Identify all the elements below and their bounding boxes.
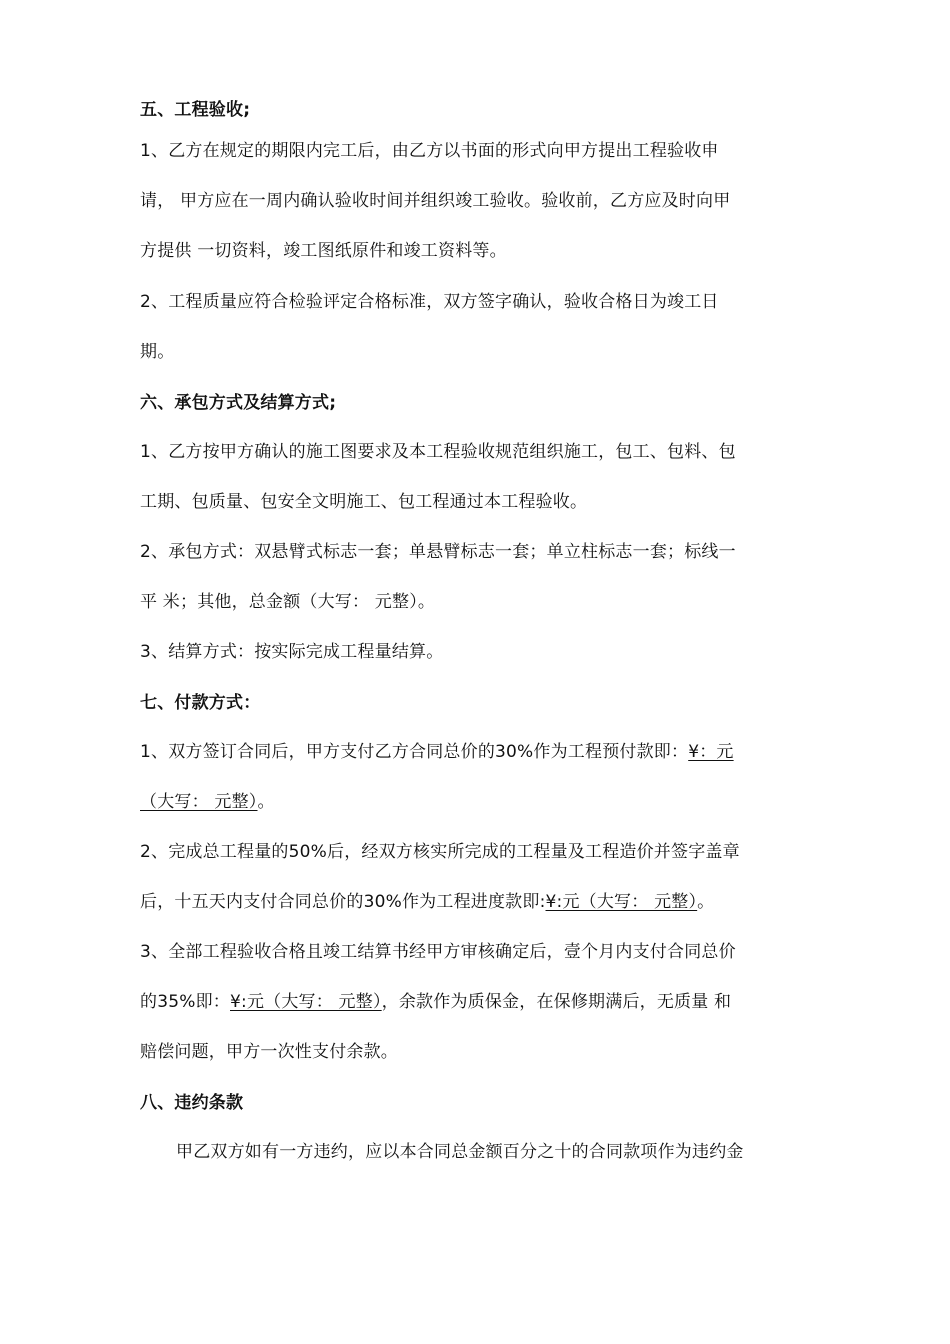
section-7-item-3-amount-blank: ¥:元（大写： 元整） <box>230 992 382 1012</box>
section-6-item-2-line-2: 平 米；其他，总金额（大写： 元整）。 <box>140 592 436 612</box>
section-6-heading: 六、承包方式及结算方式; <box>140 393 337 413</box>
section-7-item-3-line-2 <box>140 991 830 1013</box>
section-7-item-2-line-1: 2、完成总工程量的50%后，经双方核实所完成的工程量及工程造价并签字盖章 <box>140 842 740 862</box>
section-7-item-1-line-2 <box>140 791 830 813</box>
section-6-item-2-line-1: 2、承包方式：双悬臂式标志一套；单悬臂标志一套；单立柱标志一套；标线一 <box>140 542 736 562</box>
section-6-item-1-line-2: 工期、包质量、包安全文明施工、包工程通过本工程验收。 <box>140 492 588 512</box>
section-5-item-2-line-2: 期。 <box>140 342 175 362</box>
section-7-item-1-line-1 <box>140 741 830 763</box>
section-5-heading: 五、工程验收; <box>140 100 251 120</box>
section-7-item-1-tail: 。 <box>257 792 275 812</box>
section-7-item-1-text: 1、双方签订合同后，甲方支付乙方合同总价的30%作为工程预付款即： <box>140 742 689 762</box>
section-7-item-1-amount-words-blank: （大写： 元整） <box>140 792 258 812</box>
section-7-item-3-line-1: 3、全部工程验收合格且竣工结算书经甲方审核确定后，壹个月内支付合同总价 <box>140 942 736 962</box>
section-7-item-2-tail: 。 <box>697 892 715 912</box>
section-5-item-2-line-1: 2、工程质量应符合检验评定合格标准，双方签字确认，验收合格日为竣工日 <box>140 292 719 312</box>
section-7-item-2-line-2 <box>140 891 830 913</box>
section-7-item-3-tail: ，余款作为质保金，在保修期满后，无质量 和 <box>381 992 732 1012</box>
section-5-item-1-line-1: 1、乙方在规定的期限内完工后，由乙方以书面的形式向甲方提出工程验收申 <box>140 141 719 161</box>
section-7-heading: 七、付款方式： <box>140 693 261 713</box>
section-8-heading: 八、违约条款 <box>140 1093 244 1113</box>
section-7-item-1-amount-blank: ¥：元 <box>688 742 734 762</box>
section-8-paragraph-line-1: 甲乙双方如有一方违约，应以本合同总金额百分之十的合同款项作为违约金 <box>176 1142 744 1162</box>
section-7-item-2-amount-blank: ¥:元（大写： 元整） <box>545 892 698 912</box>
section-7-item-3-line-3: 赔偿问题，甲方一次性支付余款。 <box>140 1042 398 1062</box>
section-5-item-1-line-3: 方提供 一切资料，竣工图纸原件和竣工资料等。 <box>140 241 507 261</box>
section-5-item-1-line-2: 请， 甲方应在一周内确认验收时间并组织竣工验收。验收前，乙方应及时向甲 <box>140 191 731 211</box>
section-6-item-1-line-1: 1、乙方按甲方确认的施工图要求及本工程验收规范组织施工，包工、包料、包 <box>140 442 736 462</box>
section-7-item-3-text: 的35%即： <box>140 992 230 1012</box>
section-7-item-2-text: 后，十五天内支付合同总价的30%作为工程进度款即: <box>140 892 546 912</box>
section-6-item-3-line-1: 3、结算方式：按实际完成工程量结算。 <box>140 642 444 662</box>
